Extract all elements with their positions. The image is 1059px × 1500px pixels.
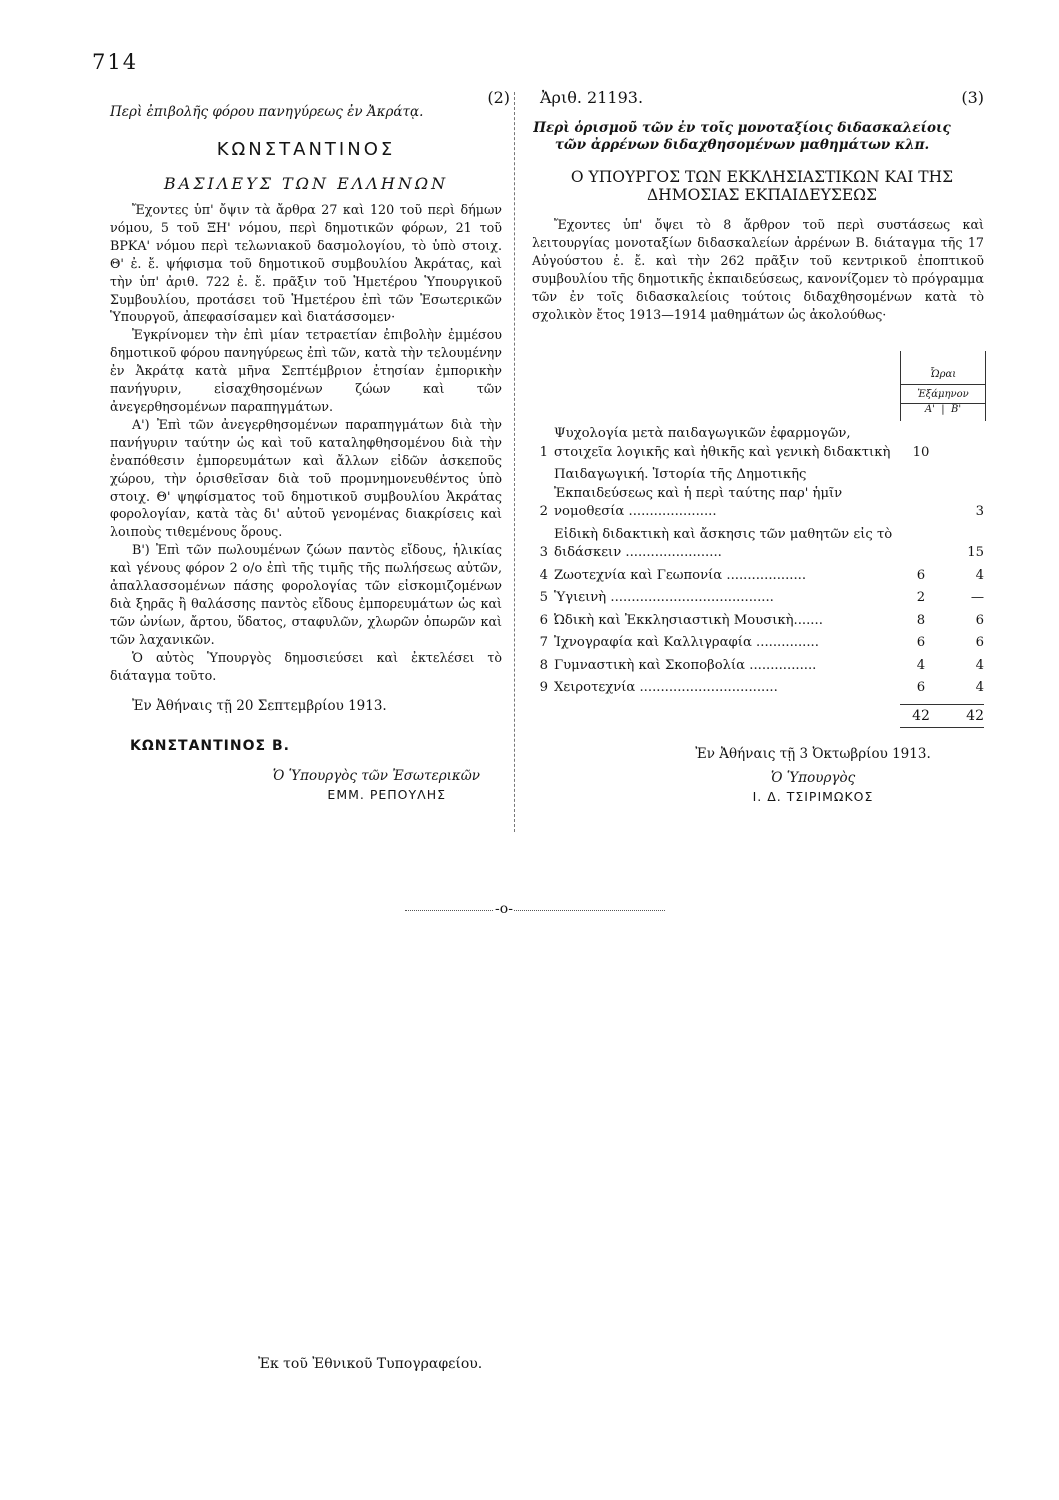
row-subject: Ἰχνογραφία καὶ Καλλιγραφία ...............: [554, 635, 819, 651]
right-header: [532, 88, 984, 110]
table-row: [532, 526, 984, 563]
header-col-a: Α': [924, 404, 935, 416]
row-number: 8: [539, 657, 548, 673]
table-row: [532, 425, 984, 462]
hours-table: [532, 351, 984, 728]
table-row: [532, 589, 984, 608]
paragraph: Α') Ἐπὶ τῶν ἀνεγερθησομένων παραπηγμάτων διὰ τὴν πανήγυριν ταύτην ὡς καὶ τοῦ καταληφθησομένου διὰ τὴν ἐναπόθεσιν ἐμπορευμάτων καὶ ἄλλων εἰδῶν ἀσκεποῦς χώρου, τὴν ὁρισθεῖσαν διὰ τοῦ προμνημονευθέντος ὑπὸ στοιχ. Θ' ψηφίσματος τοῦ δημοτικοῦ συμβουλίου Ἀκράτας φορολογίαν, κατὰ τὰς δι' αὐτοῦ γενομένας διακρίσεις καὶ λοιποὺς τιθεμένους ὅρους.: [110, 416, 502, 540]
row-hours-a: 8: [916, 612, 926, 628]
row-subject: Ψυχολογία μετὰ παιδαγωγικῶν ἐφαρμογῶν, στοιχεῖα λογικῆς καὶ ἠθικῆς καὶ γενικὴ διδακτικὴ: [554, 426, 891, 460]
row-subject: Γυμναστικὴ καὶ Σκοποβολία ................: [554, 657, 817, 673]
right-column: [532, 88, 984, 804]
row-hours-a: 4: [916, 657, 926, 673]
table-body: [532, 425, 984, 698]
paragraph: Β') Ἐπὶ τῶν πωλουμένων ζώων παντὸς εἴδους, ἡλικίας καὶ γένους φόρον 2 ο/ο ἐπὶ τῆς τιμῆς τῆς πωλήσεως αὐτῶν, ἀπαλλασσομένων πάσης φορολογίας τῶν εἰσκομιζομένων διὰ ξηρᾶς ἢ θαλάσσης παντὸς εἴδους ἐμπορευμάτων ὡς καὶ τῶν ὠνίων, ἄρτου, ὕδατος, σταφυλῶν, χλωρῶν ὀπωρῶν καὶ τῶν λαχανικῶν.: [110, 542, 502, 647]
separator-ornament: -o-: [495, 901, 513, 917]
table-row: [532, 466, 984, 522]
row-number: 2: [539, 504, 548, 520]
king-name: ΚΩΝΣΤΑΝΤΙΝΟΣ: [216, 139, 396, 160]
minister-heading: Ο ΥΠΟΥΡΓΟΣ ΤΩΝ ΕΚΚΛΗΣΙΑΣΤΙΚΩΝ ΚΑΙ ΤΗΣ ΔΗΜΟΣΙΑΣ ΕΚΠΑΙΔΕΥΣΕΩΣ: [570, 168, 954, 204]
row-hours-b: 6: [975, 612, 984, 628]
header-columns: Α' | Β': [901, 403, 985, 415]
printer-imprint: Ἐκ τοῦ Ἐθνικοῦ Τυπογραφείου.: [258, 1356, 483, 1372]
row-hours-b: 6: [975, 635, 984, 651]
separator-line: [405, 910, 665, 911]
row-number: 7: [539, 635, 548, 651]
paragraph: Ἐγκρίνομεν τὴν ἐπὶ μίαν τετραετίαν ἐπιβολὴν ἐμμέσου δημοτικοῦ φόρου πανηγύρεως ἐπὶ τῶν, κατὰ τὴν τελουμένην ἐν Ἀκράτᾳ κατὰ μῆνα Σεπτέμβριον ἐτησίαν ἐμπορικὴν πανήγυριν, εἰσαχθησομένων ζώων καὶ τῶν ἀνεγερθησομένων παραπηγμάτων.: [110, 327, 502, 414]
header-hours: Ὧραι: [901, 369, 985, 385]
decree-arith: Ἀριθ. 21193.: [540, 88, 644, 107]
page-number: 714: [92, 50, 139, 74]
row-hours-b: —: [970, 590, 984, 606]
table-row: [532, 679, 984, 698]
row-number: 6: [539, 612, 548, 628]
table-row: [532, 634, 984, 653]
row-subject: Ζωοτεχνία καὶ Γεωπονία ...................: [554, 567, 807, 583]
row-number: 3: [539, 545, 548, 561]
row-number: 9: [539, 680, 548, 696]
total-b: 42: [942, 704, 984, 728]
paragraph: Ὁ αὐτὸς Ὑπουργὸς δημοσιεύσει καὶ ἐκτελέσει τὸ διάταγμα τοῦτο.: [110, 649, 502, 683]
signer-name: ΕΜΜ. ΡΕΠΟΥΛΗΣ: [327, 787, 446, 803]
row-hours-a: 10: [912, 444, 930, 460]
king-signature: ΚΩΝΣΤΑΝΤΙΝΟΣ Β.: [130, 738, 290, 755]
row-hours-b: 4: [975, 680, 984, 696]
row-subject: Ὑγιεινὴ .......................................: [554, 590, 774, 606]
table-row: [532, 657, 984, 676]
row-subject: Παιδαγωγική. Ἱστορία τῆς Δημοτικῆς Ἐκπαιδεύσεως καὶ ἡ περὶ ταύτης παρ' ἡμῖν νομοθεσία .....................: [554, 467, 843, 520]
row-number: 1: [539, 444, 548, 460]
table-totals: [532, 704, 984, 728]
header-col-b: Β': [950, 404, 962, 416]
left-column: [110, 88, 510, 803]
table-row: [532, 567, 984, 586]
row-hours-b: 4: [975, 657, 984, 673]
decree-number: (3): [961, 88, 984, 107]
column-divider: [514, 92, 515, 832]
row-hours-a: 2: [916, 590, 926, 606]
signer-name: Ι. Δ. ΤΣΙΡΙΜΩΚΟΣ: [752, 788, 874, 804]
king-title: ΒΑΣΙΛΕΥΣ ΤΩΝ ΕΛΛΗΝΩΝ: [163, 174, 449, 193]
signer-title: Ὁ Ὑπουργὸς τῶν Ἐσωτερικῶν: [272, 768, 480, 785]
row-hours-a: 6: [916, 567, 926, 583]
table-header: [900, 351, 986, 421]
row-subject: Εἰδικὴ διδακτικὴ καὶ ἄσκησις τῶν μαθητῶν εἰς τὸ διδάσκειν .......................: [554, 526, 893, 561]
signer-title: Ὁ Ὑπουργὸς: [770, 769, 856, 786]
decree-subject: Περὶ ὁρισμοῦ τῶν ἐν τοῖς μονοταξίοις διδασκαλείοις τῶν ἀρρένων διδαχθησομένων μαθημάτων κλπ.: [533, 120, 951, 153]
decree-subject: Περὶ ἐπιβολῆς φόρου πανηγύρεως ἐν Ἀκράτᾳ.: [110, 104, 424, 120]
row-number: 5: [539, 590, 548, 606]
header-semester: Ἑξάμηνον: [917, 389, 969, 401]
paragraph: Ἔχοντες ὑπ' ὄψει τὸ 8 ἄρθρον τοῦ περὶ συστάσεως καὶ λειτουργίας μονοταξίων διδασκαλείων ἀρρένων Β. διάταγμα τῆς 17 Αὐγούστου ἐ. ἔ. καὶ τὴν 262 πρᾶξιν τοῦ κεντρικοῦ ἐποπτικοῦ συμβουλίου τῆς δημοτικῆς ἐκπαιδεύσεως, κανονίζομεν τὸ πρόγραμμα τῶν ἐν τοῖς διδασκαλείοις τούτοις διδαχθησομένων κατὰ τὸ σχολικὸν ἔτος 1913—1914 μαθημάτων ὡς ἀκολούθως·: [532, 217, 984, 322]
row-number: 4: [539, 567, 548, 583]
left-header: [110, 88, 510, 110]
table-row: [532, 612, 984, 631]
decree-date: Ἐν Ἀθήναις τῇ 20 Σεπτεμβρίου 1913.: [132, 698, 387, 715]
decree-date: Ἐν Ἀθήναις τῇ 3 Ὀκτωβρίου 1913.: [695, 745, 931, 762]
row-hours-b: 4: [975, 567, 984, 583]
row-subject: Ὠδικὴ καὶ Ἐκκλησιαστικὴ Μουσικὴ.......: [554, 612, 823, 628]
row-hours-a: 6: [916, 635, 926, 651]
row-hours-a: 6: [916, 680, 926, 696]
total-a: 42: [900, 704, 942, 728]
decree-number: (2): [487, 88, 510, 107]
row-hours-b: 3: [975, 504, 984, 520]
paragraph: Ἔχοντες ὑπ' ὄψιν τὰ ἄρθρα 27 καὶ 120 τοῦ περὶ δήμων νόμου, 5 τοῦ ΞΗ' νόμου, περὶ δημοτικῶν φόρων, 21 τοῦ ΒΡΚΑ' νόμου περὶ τελωνιακοῦ δασμολογίου, τὸ ὑπὸ στοιχ. Θ' ἐ. ἔ. ψήφισμα τοῦ δημοτικοῦ συμβουλίου Ἀκράτας, καὶ τὴν ὑπ' ἀριθ. 722 ἐ. ἔ. πρᾶξιν τοῦ Ἡμετέρου Ὑπουργικοῦ Συμβουλίου, προτάσει τοῦ Ἡμετέρου ἐπὶ τῶν Ἐσωτερικῶν Ὑπουργοῦ, ἀπεφασίσαμεν καὶ διατάσσομεν·: [110, 202, 502, 325]
row-subject: Χειροτεχνία .................................: [554, 680, 778, 696]
row-hours-b: 15: [967, 545, 984, 561]
